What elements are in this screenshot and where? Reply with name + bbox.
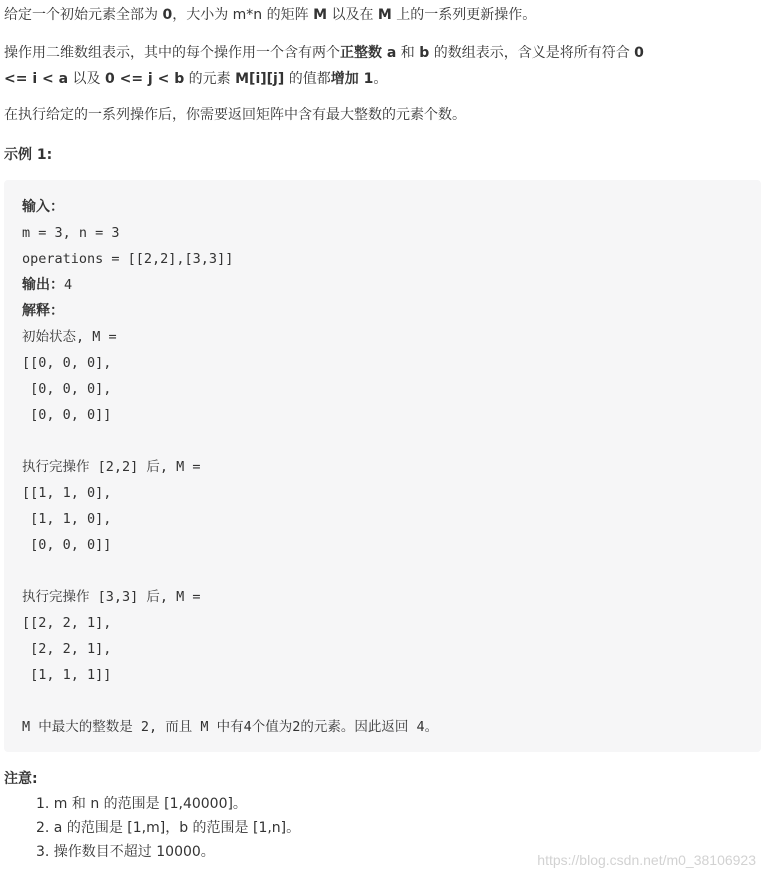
note-item: 2. a 的范围是 [1,m]，b 的范围是 [1,n]。 [36, 820, 301, 836]
code-line-output [22, 272, 743, 298]
example-code-block [4, 180, 761, 752]
question-paragraph: 在执行给定的一系列操作后，你需要返回矩阵中含有最大整数的元素个数。 [4, 107, 466, 123]
watermark: https://blog.csdn.net/m0_38106923 [537, 852, 756, 868]
code-line: [0, 0, 0]] [22, 407, 112, 423]
code-line: [0, 0, 0]] [22, 537, 112, 553]
intro-paragraph: 给定一个初始元素全部为 0，大小为 m*n 的矩阵 M 以及在 M 上的一系列更新操作。 [4, 7, 537, 23]
note-item: 1. m 和 n 的范围是 [1,40000]。 [36, 796, 247, 812]
example-title: 示例 1: [4, 147, 53, 163]
notes-list [36, 792, 300, 864]
code-line: 执行完操作 [3,3] 后, M = [22, 589, 201, 605]
operations-paragraph: 操作用二维数组表示，其中的每个操作用一个含有两个正整数 a 和 b 的数组表示，含义是将所有符合 0 <= i < a 以及 0 <= j < b 的元素 M[i][j] 的值都增加 1。 [4, 45, 644, 87]
code-line: 输入： [22, 199, 64, 215]
note-title: 注意: [4, 771, 38, 787]
code-line: M 中最大的整数是 2, 而且 M 中有4个值为2的元素。因此返回 4。 [22, 719, 439, 735]
code-line: 解释： [22, 303, 64, 319]
code-line: [[2, 2, 1], [22, 615, 112, 631]
code-line: [1, 1, 1]] [22, 667, 112, 683]
code-line: 执行完操作 [2,2] 后, M = [22, 459, 201, 475]
code-line: [2, 2, 1], [22, 641, 112, 657]
code-line: m = 3, n = 3 [22, 225, 120, 241]
code-line: [[1, 1, 0], [22, 485, 112, 501]
code-line: [[0, 0, 0], [22, 355, 112, 371]
output-label: 输出： [22, 277, 64, 293]
code-line: [1, 1, 0], [22, 511, 112, 527]
code-line [22, 688, 743, 714]
output-value: 4 [64, 277, 73, 293]
code-line: 初始状态, M = [22, 329, 117, 345]
code-line [22, 558, 743, 584]
code-line [22, 428, 743, 454]
code-line: [0, 0, 0], [22, 381, 112, 397]
code-line: operations = [[2,2],[3,3]] [22, 251, 234, 267]
note-item: 3. 操作数目不超过 10000。 [36, 844, 215, 860]
